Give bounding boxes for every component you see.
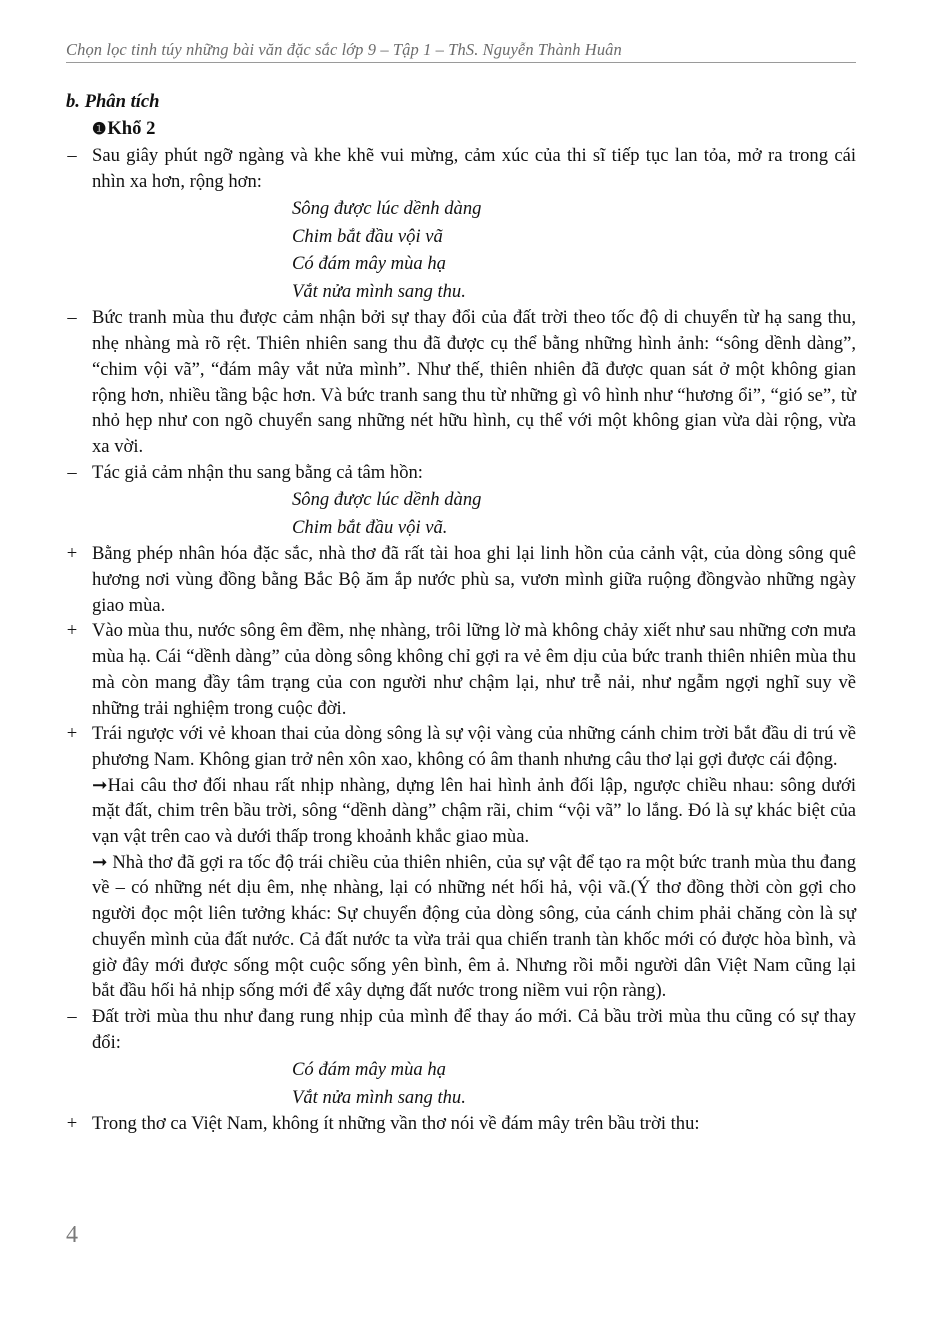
dash-bullet: – [67, 1005, 77, 1027]
plus-bullet: + [66, 1113, 78, 1135]
paragraph-item [66, 460, 856, 486]
poem-line: Có đám mây mùa hạ [292, 253, 446, 275]
arrow-icon: ➞ [92, 774, 108, 796]
paragraph-text: Trong thơ ca Việt Nam, không ít những vần thơ nói về đám mây trên bầu trời thu: [92, 1113, 700, 1135]
paragraph-text: Bức tranh mùa thu được cảm nhận bởi sự thay đổi của đất trời theo tốc độ di chuyển từ hạ sang thu, nhẹ nhàng mà rõ rệt. Thiên nhiên sang thu đã được cụ thể bằng những hình ảnh: “sông dềnh dàng”, “chim vội vã”, “đám mây vắt nửa mình”. Như thế, thiên nhiên đã được quan sát ở một không gian rộng hơn, nhiều tầng bậc hơn. Và bức tranh sang thu từ những gì vô hình như “hương ổi”, “gió se”, từ nhỏ hẹp như con ngõ chuyển sang những nét hữu hình, cụ thể với một không gian vừa dài rộng, vừa xa vời. [92, 307, 856, 457]
paragraph-item [66, 541, 856, 618]
poem-line: Sông được lúc dềnh dàng [292, 489, 482, 511]
arrow-icon: ➞ [92, 851, 108, 873]
poem-quote [66, 195, 856, 305]
dash-bullet: – [67, 145, 77, 166]
paragraph-item [66, 1004, 856, 1055]
plus-bullet: + [66, 620, 78, 642]
poem-line: Vắt nửa mình sang thu. [292, 1086, 466, 1108]
paragraph-item [66, 143, 856, 194]
dash-bullet: – [67, 307, 77, 329]
paragraph-text: Hai câu thơ đối nhau rất nhịp nhàng, dựng lên hai hình ảnh đối lập, ngược chiều nhau: sông dưới mặt đất, chim trên bầu trời, sông “dềnh dàng” chậm rãi, chim “vội vã” lo lắng. Đó là sự khác biệt của vạn vật trên cao và dưới thấp trong khoảnh khắc giao mùa. [92, 774, 856, 848]
numbered-bullet-icon: ❶ [92, 121, 107, 138]
poem-quote [66, 1056, 856, 1111]
subsection-heading [66, 115, 856, 143]
paragraph-item [66, 618, 856, 721]
paragraph-text: Đất trời mùa thu như đang rung nhịp của mình để thay áo mới. Cả bầu trời mùa thu cũng có sự thay đổi: [92, 1005, 856, 1053]
poem-line: Chim bắt đầu vội vã. [292, 516, 448, 538]
conclusion-paragraph [66, 773, 856, 850]
page-number: 4 [66, 1222, 78, 1248]
header-divider [66, 62, 856, 63]
poem-line: Chim bắt đầu vội vã [292, 225, 443, 247]
running-header: Chọn lọc tinh túy những bài văn đặc sắc lớp 9 – Tập 1 – ThS. Nguyễn Thành Huân [66, 40, 622, 59]
conclusion-paragraph [66, 850, 856, 1004]
paragraph-item [66, 1111, 856, 1137]
plus-bullet: + [66, 543, 78, 565]
poem-line: Vắt nửa mình sang thu. [292, 280, 466, 302]
poem-quote [66, 486, 856, 541]
plus-bullet: + [66, 723, 78, 745]
paragraph-text: Trái ngược với vẻ khoan thai của dòng sông là sự vội vàng của những cánh chim trời bắt đầu di trú về phương Nam. Không gian trở nên xôn xao, không có âm thanh nhưng câu thơ lại gợi được cái động. [92, 723, 856, 770]
subsection-title: Khổ 2 [107, 118, 156, 139]
paragraph-item [66, 305, 856, 459]
page-content [66, 89, 856, 1137]
paragraph-text: Bằng phép nhân hóa đặc sắc, nhà thơ đã rất tài hoa ghi lại linh hồn của cảnh vật, của dòng sông quê hương nơi vùng đồng bằng Bắc Bộ ăm ắp nước phù sa, vươn mình giữa ruộng đồngvào những ngày giao mùa. [92, 543, 856, 616]
paragraph-item [66, 721, 856, 772]
poem-line: Sông được lúc dềnh dàng [292, 198, 482, 220]
poem-line: Có đám mây mùa hạ [292, 1059, 446, 1081]
dash-bullet: – [67, 461, 77, 483]
paragraph-text: Nhà thơ đã gợi ra tốc độ trái chiều của thiên nhiên, của sự vật để tạo ra một bức tranh mùa thu đang về – có những nét dịu êm, nhẹ nhàng, lại có những nét hối hả, vội vã.(Ý thơ đồng thời còn gợi cho người đọc một liên tưởng khác: Sự chuyển động của dòng sông, của cánh chim phải chăng còn là sự chuyển mình của đất nước. Cả đất nước ta vừa trải qua chiến tranh tàn khốc mới có được hòa bình, và giờ đây mới được sống một cuộc sống yên bình, êm ả. Nhưng rồi mỗi người dân Việt Nam cũng lại bắt đầu hối hả nhịp sống mới để xây dựng đất nước trong niềm vui rộn ràng). [92, 851, 856, 1002]
paragraph-text: Vào mùa thu, nước sông êm đềm, nhẹ nhàng, trôi lững lờ mà không chảy xiết như sau những cơn mưa mùa hạ. Cái “dềnh dàng” của dòng sông không chỉ gợi ra vẻ êm dịu của bức tranh thiên nhiên mùa thu mà còn mang đầy tâm trạng của con người như chậm lại, như trễ nải, như ngẫm ngợi nghĩ suy về những trải nghiệm trong cuộc đời. [92, 620, 856, 719]
paragraph-text: Sau giây phút ngỡ ngàng và khe khẽ vui mừng, cảm xúc của thi sĩ tiếp tục lan tỏa, mở ra trong cái nhìn xa hơn, rộng hơn: [92, 145, 856, 192]
paragraph-text: Tác giả cảm nhận thu sang bằng cả tâm hồn: [92, 461, 423, 483]
section-title: b. Phân tích [66, 91, 160, 112]
